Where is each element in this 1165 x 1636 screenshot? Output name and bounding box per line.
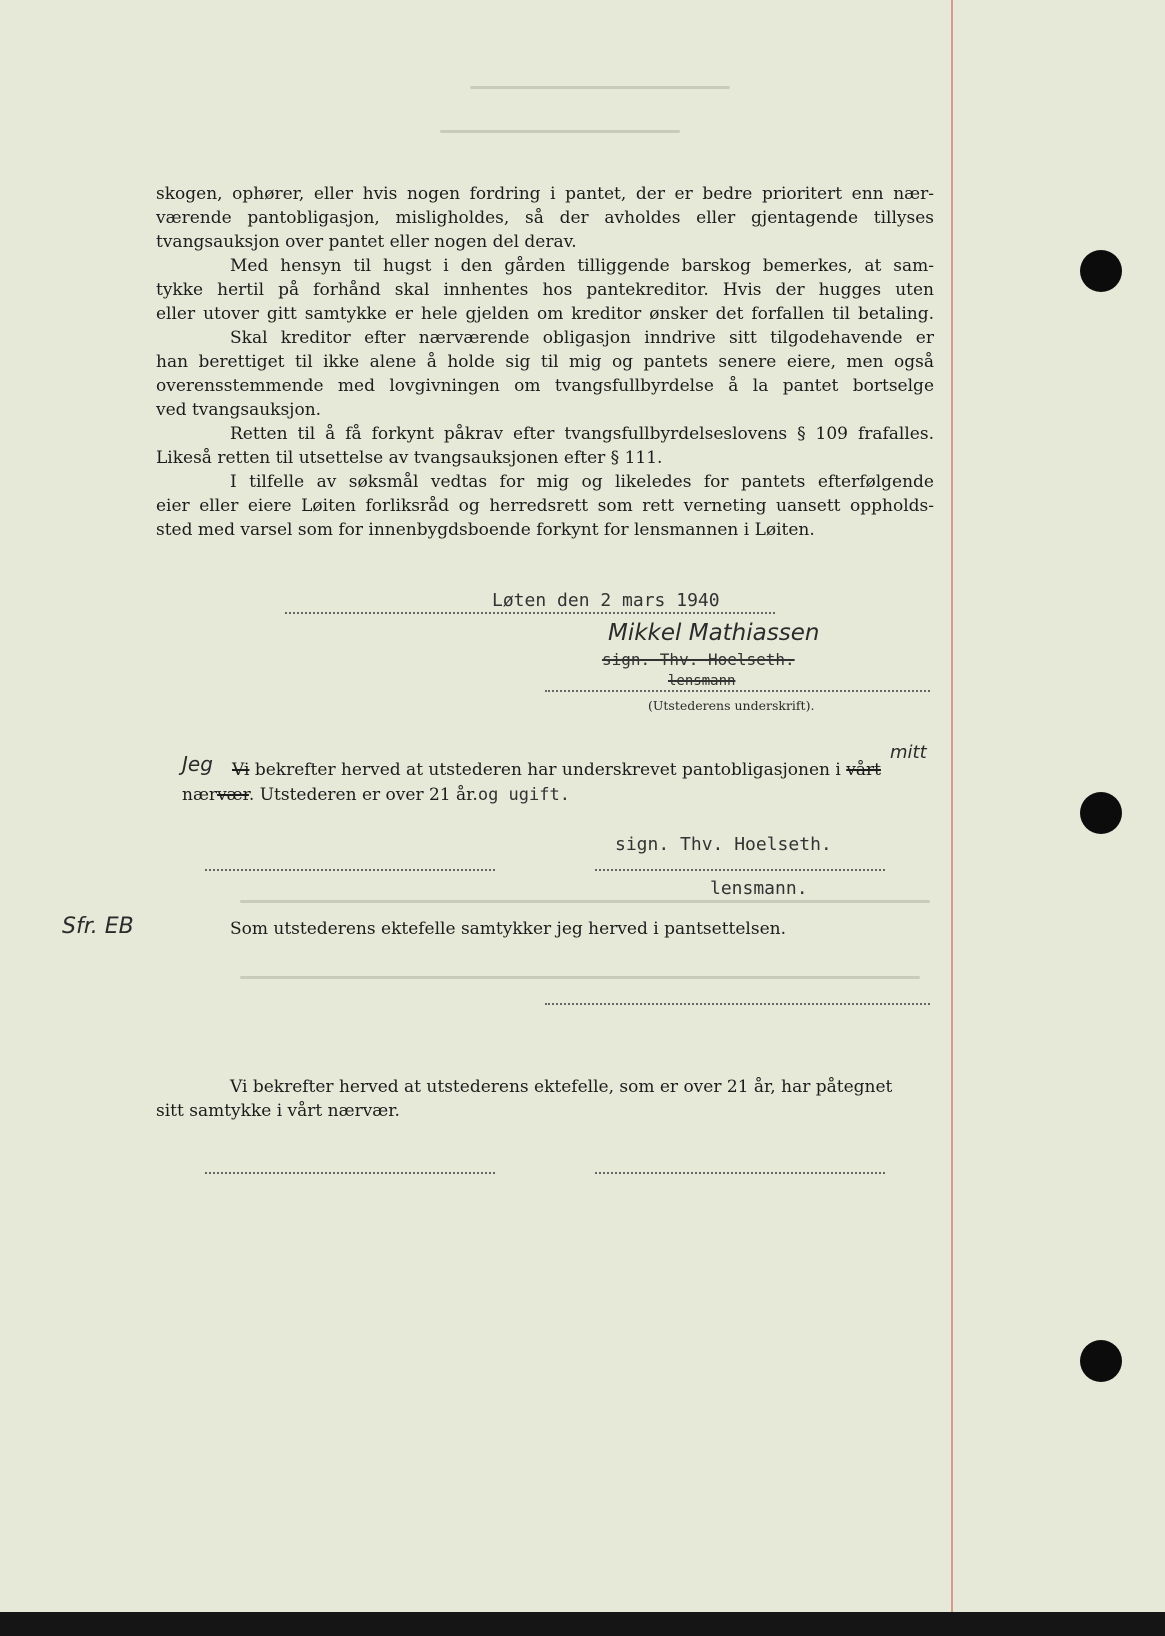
red-margin-line [951, 0, 953, 1612]
confirmation-text: nær [182, 785, 218, 805]
margin-note: Sfr. EB [62, 914, 134, 939]
confirmation-text: bekrefter herved at utstederen har underskrevet pantobligasjonen i [249, 760, 847, 780]
obligation-body-text [156, 182, 934, 542]
spouse-witness-line-2: sitt samtykke i vårt nærvær. [156, 1101, 400, 1121]
body-line: tykke hertil på forhånd skal innhentes hos pantekreditor. Hvis der hugges uten [156, 280, 934, 300]
spouse-witness-line-right [595, 1172, 885, 1174]
body-line: skogen, ophører, eller hvis nogen fordring i pantet, der er bedre prioritert enn nær- [156, 184, 934, 204]
body-line: Retten til å få forkynt påkrav efter tvangsfullbyrdelseslovens § 109 frafalles. [230, 424, 934, 444]
bleed-through-mark [240, 976, 920, 979]
witness-title: lensmann. [710, 878, 808, 899]
bleed-through-mark [470, 86, 730, 89]
body-line: tvangsauksjon over pantet eller nogen del derav. [156, 232, 577, 252]
body-line: Med hensyn til hugst i den gården tilliggende barskog bemerkes, at sam- [230, 256, 934, 276]
handwritten-jeg: Jeg [182, 752, 213, 776]
confirmation-line-1 [232, 760, 881, 780]
witness-line-left [205, 869, 495, 871]
handwritten-signature: Mikkel Mathiassen [608, 620, 820, 646]
spouse-signature-line [545, 1003, 930, 1005]
signature-dotted-line [545, 690, 930, 692]
body-line: værende pantobligasjon, misligholdes, så der avholdes eller gjentagende tillyses [156, 208, 934, 228]
body-line: Likeså retten til utsettelse av tvangsauksjonen efter § 111. [156, 448, 663, 468]
spouse-consent-text: Som utstederens ektefelle samtykker jeg herved i pantsettelsen. [230, 919, 786, 939]
body-line: han berettiget til ikke alene å holde sig til mig og pantets senere eiere, men også [156, 352, 934, 372]
crossed-vaer: vær [217, 785, 249, 805]
crossed-vart: vårt [846, 760, 881, 780]
place-date: Løten den 2 mars 1940 [492, 590, 720, 611]
confirmation-line-2 [182, 785, 570, 805]
body-line: eller utover gitt samtykke er hele gjelden om kreditor ønsker det forfallen til betaling. [156, 304, 934, 324]
body-line: Skal kreditor efter nærværende obligasjon inndrive sitt tilgodehavende er [230, 328, 934, 348]
spouse-witness-line-1: Vi bekrefter herved at utstederens ektefelle, som er over 21 år, har påtegnet [230, 1077, 893, 1097]
punch-hole-middle [1080, 792, 1122, 834]
body-line: I tilfelle av søksmål vedtas for mig og likeledes for pantets efterfølgende [230, 472, 934, 492]
confirmation-text: . Utstederen er over 21 år. [248, 785, 478, 805]
typed-addition: og ugift. [477, 785, 570, 805]
handwritten-mitt: mitt [890, 742, 927, 763]
body-line: eier eller eiere Løiten forliksråd og herredsrett som rett verneting uansett oppholds- [156, 496, 934, 516]
signature-caption: (Utstederens underskrift). [648, 698, 815, 713]
punch-hole-bottom [1080, 1340, 1122, 1382]
body-line: overensstemmende med lovgivningen om tvangsfullbyrdelse å la pantet bortselge [156, 376, 934, 396]
body-line: sted med varsel som for innenbygdsboende forkynt for lensmannen i Løiten. [156, 520, 815, 540]
body-line: ved tvangsauksjon. [156, 400, 322, 420]
scan-bottom-edge [0, 1612, 1165, 1636]
crossed-vi: Vi [232, 760, 250, 780]
bleed-through-mark [240, 900, 930, 903]
date-dotted-line [285, 612, 775, 614]
crossed-out-signature: sign. Thv. Hoelseth. [602, 650, 795, 669]
crossed-out-title: lensmann [668, 673, 736, 689]
witness-line-right [595, 869, 885, 871]
witness-signature: sign. Thv. Hoelseth. [615, 834, 832, 855]
bleed-through-mark [440, 130, 680, 133]
spouse-witness-line-left [205, 1172, 495, 1174]
punch-hole-top [1080, 250, 1122, 292]
